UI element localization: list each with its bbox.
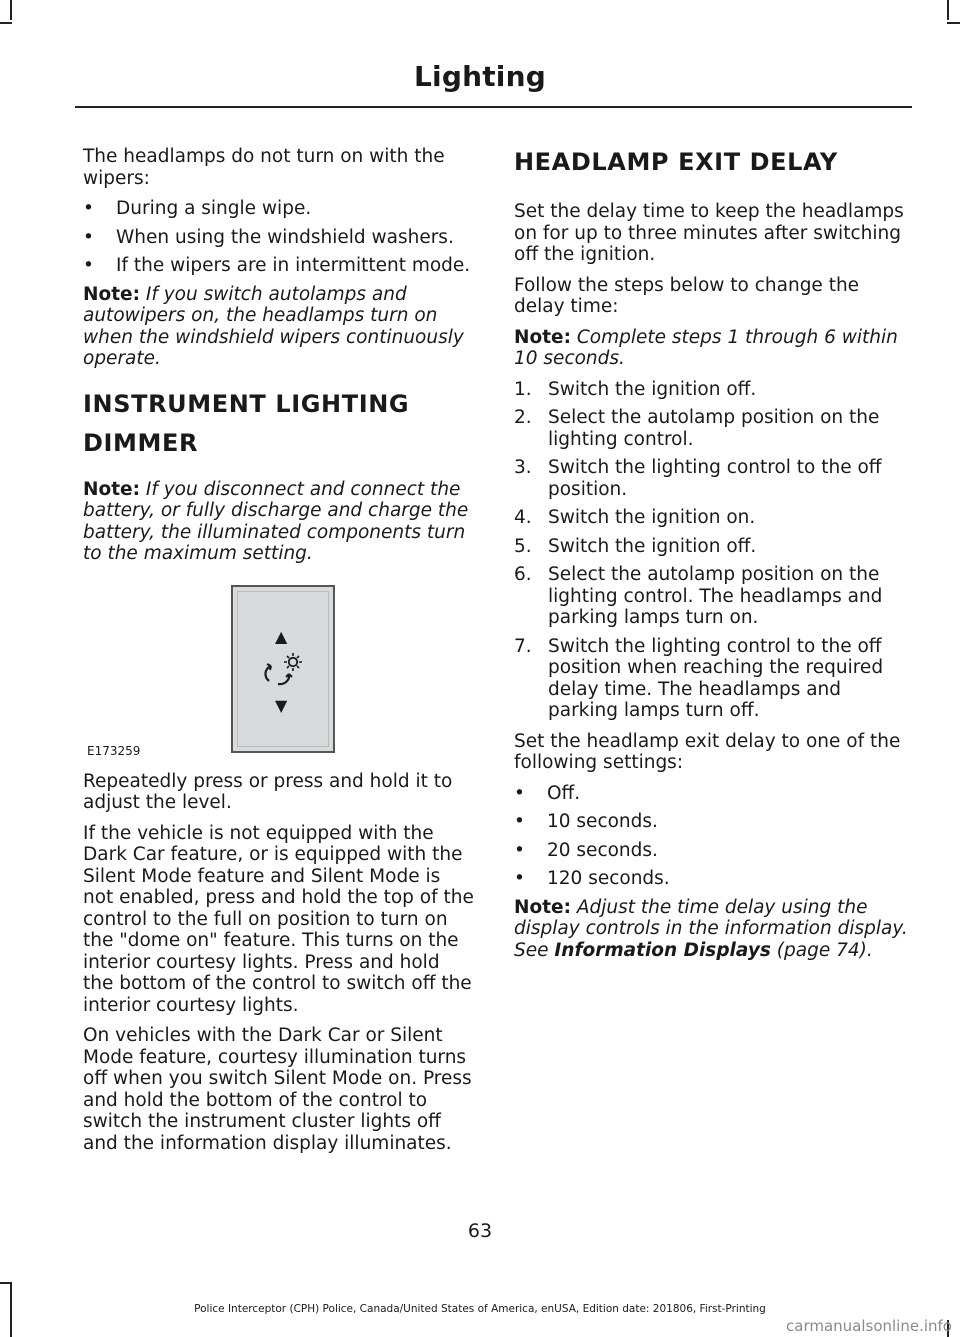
step-text: Switch the lighting control to the off position when reaching the required delay time. The headlamps and parking lamps turn off.	[548, 635, 884, 721]
page-title: Lighting	[414, 60, 546, 93]
note-label: Note:	[83, 478, 140, 500]
step-number: 6.	[514, 564, 532, 585]
note-label: Note:	[83, 283, 140, 305]
exit-delay-intro: Set the delay time to keep the headlamps on for up to three minutes after switching off the ignition.	[514, 201, 904, 265]
section-heading: HEADLAMP EXIT DELAY	[514, 148, 838, 176]
crop-mark	[0, 22, 12, 24]
autolamps-note	[83, 284, 475, 370]
crop-mark	[947, 22, 960, 24]
section-heading-line1: INSTRUMENT LIGHTING	[83, 389, 410, 418]
step-number: 1.	[514, 378, 532, 400]
step-text: Select the autolamp position on the lighting control. The headlamps and parking lamps turn on.	[548, 564, 883, 628]
list-item: • When using the windshield washers.	[83, 227, 475, 249]
steps-list	[514, 379, 910, 722]
step-item	[514, 457, 910, 500]
step-text: Switch the ignition off.	[548, 378, 757, 400]
step-item	[514, 564, 910, 629]
battery-note	[83, 479, 475, 565]
adjust-level-text: Repeatedly press or press and hold it to adjust the level.	[83, 770, 453, 813]
right-column	[514, 146, 910, 970]
step-item	[514, 379, 910, 401]
steps-note	[514, 327, 910, 370]
crop-mark	[10, 0, 12, 20]
display-controls-note	[514, 897, 910, 962]
silent-mode-text: On vehicles with the Dark Car or Silent Mode feature, courtesy illumination turns off when you switch Silent Mode on. Press and hold the bottom of the control to switch the instrument cluster lights off and the information display illuminates.	[83, 1025, 472, 1154]
steps-intro: Follow the steps below to change the delay time:	[514, 274, 860, 317]
step-number: 7.	[514, 635, 532, 657]
list-item: • During a single wipe.	[83, 198, 475, 220]
step-item	[514, 507, 910, 529]
crop-mark	[947, 0, 949, 20]
step-text: Switch the ignition on.	[548, 507, 756, 528]
step-number: 5.	[514, 535, 532, 557]
step-item	[514, 536, 910, 558]
figure-code: E173259	[87, 743, 141, 758]
dark-car-text: If the vehicle is not equipped with the Dark Car feature, or is equipped with the Silent Mode feature and Silent Mode is not enabled, press and hold the top of the control to the full on position to turn on the "dome on" feature. This turns on the interior courtesy lights. Press and hold the bottom of the control to switch off the interior courtesy lights.	[83, 822, 474, 1016]
dimmer-control-icon	[260, 651, 306, 689]
down-arrow-icon: ▼	[275, 695, 288, 715]
wipers-bullet-list	[83, 198, 475, 277]
dimmer-figure	[83, 579, 475, 761]
up-arrow-icon: ▲	[275, 626, 288, 646]
note-text: Complete steps 1 through 6 within 10 seconds.	[514, 326, 898, 369]
note-text: Adjust the time delay using the display controls in the information display. See	[514, 896, 908, 961]
settings-intro: Set the headlamp exit delay to one of the following settings:	[514, 730, 901, 773]
step-number: 4.	[514, 507, 532, 528]
page-number: 63	[467, 1220, 493, 1242]
note-label: Note:	[514, 326, 571, 348]
step-item	[514, 636, 910, 722]
step-item	[514, 407, 910, 450]
list-item: • 20 seconds.	[514, 840, 910, 862]
list-item: • If the wipers are in intermittent mode.	[83, 255, 475, 277]
information-displays-link[interactable]: Information Displays	[554, 939, 771, 961]
list-item: • Off.	[514, 783, 910, 805]
list-item: • 120 seconds.	[514, 868, 910, 890]
note-label: Note:	[514, 896, 571, 918]
note-text: If you disconnect and connect the battery, or fully discharge and charge the battery, the illuminated components turn to the maximum setting.	[83, 478, 469, 564]
settings-list	[514, 783, 910, 890]
step-number: 2.	[514, 407, 532, 428]
header-rule	[75, 106, 912, 108]
list-item: • 10 seconds.	[514, 811, 910, 833]
dimmer-control-panel	[231, 585, 335, 753]
watermark: carmanualsonline.info	[786, 1317, 952, 1335]
page-reference: (page 74).	[776, 939, 873, 961]
step-number: 3.	[514, 457, 532, 478]
edition-footer: Police Interceptor (CPH) Police, Canada/United States of America, enUSA, Edition date: 201806, First-Printing	[194, 1303, 766, 1315]
step-text: Select the autolamp position on the lighting control.	[548, 407, 880, 450]
wipers-intro: The headlamps do not turn on with the wipers:	[83, 146, 445, 189]
crop-mark	[0, 1282, 12, 1284]
step-text: Switch the ignition off.	[548, 535, 757, 557]
step-text: Switch the lighting control to the off position.	[548, 457, 882, 500]
section-heading-line2: DIMMER	[83, 428, 199, 457]
left-column	[83, 146, 475, 1163]
note-text: If you switch autolamps and autowipers on, the headlamps turn on when the windshield wipers continuously operate.	[83, 283, 464, 369]
